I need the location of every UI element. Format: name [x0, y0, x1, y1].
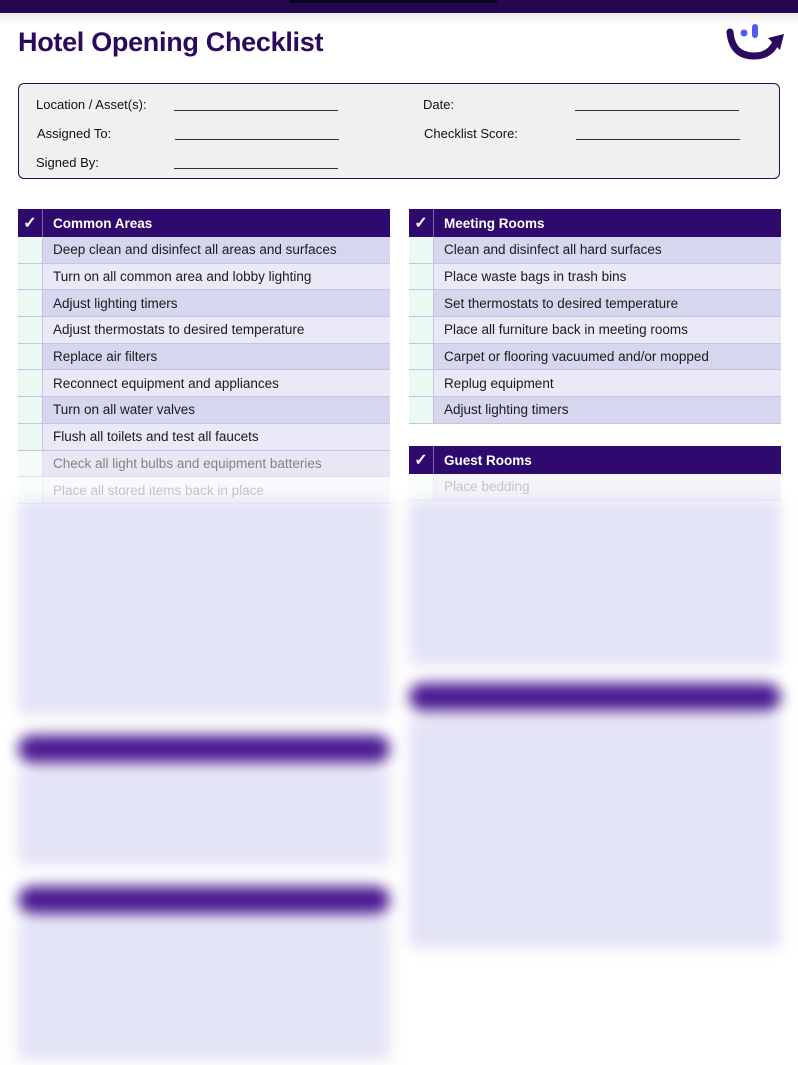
- blurred-rows: [18, 920, 390, 1060]
- checklist-row: [18, 237, 390, 264]
- checkbox[interactable]: [409, 317, 434, 343]
- checklist-row: [18, 370, 390, 397]
- checklist-row: [18, 344, 390, 371]
- checklist-item: Replug equipment: [434, 370, 781, 396]
- checklist-item: Turn on all water valves: [43, 397, 390, 423]
- checkbox[interactable]: [18, 344, 43, 370]
- checklist-item: Adjust thermostats to desired temperature: [43, 317, 390, 343]
- checkbox[interactable]: [409, 237, 434, 263]
- signed-label: Signed By:: [36, 155, 99, 170]
- blurred-header: [18, 886, 390, 914]
- checklist-row: [409, 344, 781, 371]
- assigned-label: Assigned To:: [37, 126, 112, 141]
- checkbox[interactable]: [18, 451, 43, 477]
- section-guest-rooms: [409, 446, 781, 501]
- check-icon: ✓: [409, 209, 434, 237]
- checklist-item: Set thermostats to desired temperature: [434, 290, 781, 316]
- checklist-item: Clean and disinfect all hard surfaces: [434, 237, 781, 263]
- checklist-item: Place all stored items back in place: [43, 477, 390, 503]
- checklist-item: Replace air filters: [43, 344, 390, 370]
- checkbox[interactable]: [409, 474, 434, 500]
- checklist-row: [18, 424, 390, 451]
- blurred-rows: [18, 500, 390, 715]
- section-meeting-rooms: [409, 209, 781, 424]
- checklist-item: Flush all toilets and test all faucets: [43, 424, 390, 450]
- checklist-item: Deep clean and disinfect all areas and surfaces: [43, 237, 390, 263]
- blurred-rows: [409, 718, 781, 948]
- page-title: Hotel Opening Checklist: [18, 27, 324, 57]
- checklist-row: [409, 237, 781, 264]
- check-icon: ✓: [18, 209, 43, 237]
- checkbox[interactable]: [18, 424, 43, 450]
- checklist-item: Check all light bulbs and equipment batteries: [43, 451, 390, 477]
- checkbox[interactable]: [18, 397, 43, 423]
- checklist-item: Adjust lighting timers: [434, 397, 781, 423]
- checkbox[interactable]: [18, 264, 43, 290]
- blurred-header: [409, 683, 781, 711]
- checklist-row: [409, 474, 781, 501]
- check-icon: ✓: [409, 446, 434, 474]
- checklist-row: [18, 397, 390, 424]
- checklist-item: Place waste bags in trash bins: [434, 264, 781, 290]
- section-header: [409, 446, 781, 474]
- checklist-row: [18, 264, 390, 291]
- checkbox[interactable]: [409, 397, 434, 423]
- score-label: Checklist Score:: [424, 126, 518, 141]
- checklist-row: [409, 370, 781, 397]
- blurred-header: [18, 735, 390, 763]
- blurred-rows: [409, 500, 781, 665]
- checkbox[interactable]: [18, 477, 43, 503]
- checklist-row: [18, 290, 390, 317]
- checkbox[interactable]: [409, 370, 434, 396]
- checklist-row: [409, 290, 781, 317]
- section-header: [409, 209, 781, 237]
- checkbox[interactable]: [18, 290, 43, 316]
- checklist-item: Adjust lighting timers: [43, 290, 390, 316]
- blurred-rows: [18, 770, 390, 865]
- checklist-row: [18, 451, 390, 478]
- checkbox[interactable]: [409, 344, 434, 370]
- checkbox[interactable]: [18, 370, 43, 396]
- checklist-item: Carpet or flooring vacuumed and/or mopped: [434, 344, 781, 370]
- location-label: Location / Asset(s):: [36, 97, 147, 112]
- section-title: Guest Rooms: [444, 452, 532, 468]
- checkbox[interactable]: [409, 290, 434, 316]
- checklist-item: Place all furniture back in meeting rooms: [434, 317, 781, 343]
- checklist-row: [409, 317, 781, 344]
- checklist-item: Reconnect equipment and appliances: [43, 370, 390, 396]
- checklist-row: [18, 477, 390, 504]
- checklist-item: Turn on all common area and lobby lighting: [43, 264, 390, 290]
- section-header: [18, 209, 390, 237]
- section-common-areas: [18, 209, 390, 504]
- checklist-row: [409, 397, 781, 424]
- checkbox[interactable]: [18, 237, 43, 263]
- checklist-row: [18, 317, 390, 344]
- checklist-row: [409, 264, 781, 291]
- section-title: Meeting Rooms: [444, 215, 545, 231]
- date-label: Date:: [423, 97, 455, 112]
- checkbox[interactable]: [409, 264, 434, 290]
- checkbox[interactable]: [18, 317, 43, 343]
- checklist-item: Place bedding: [434, 474, 781, 500]
- section-title: Common Areas: [53, 215, 153, 231]
